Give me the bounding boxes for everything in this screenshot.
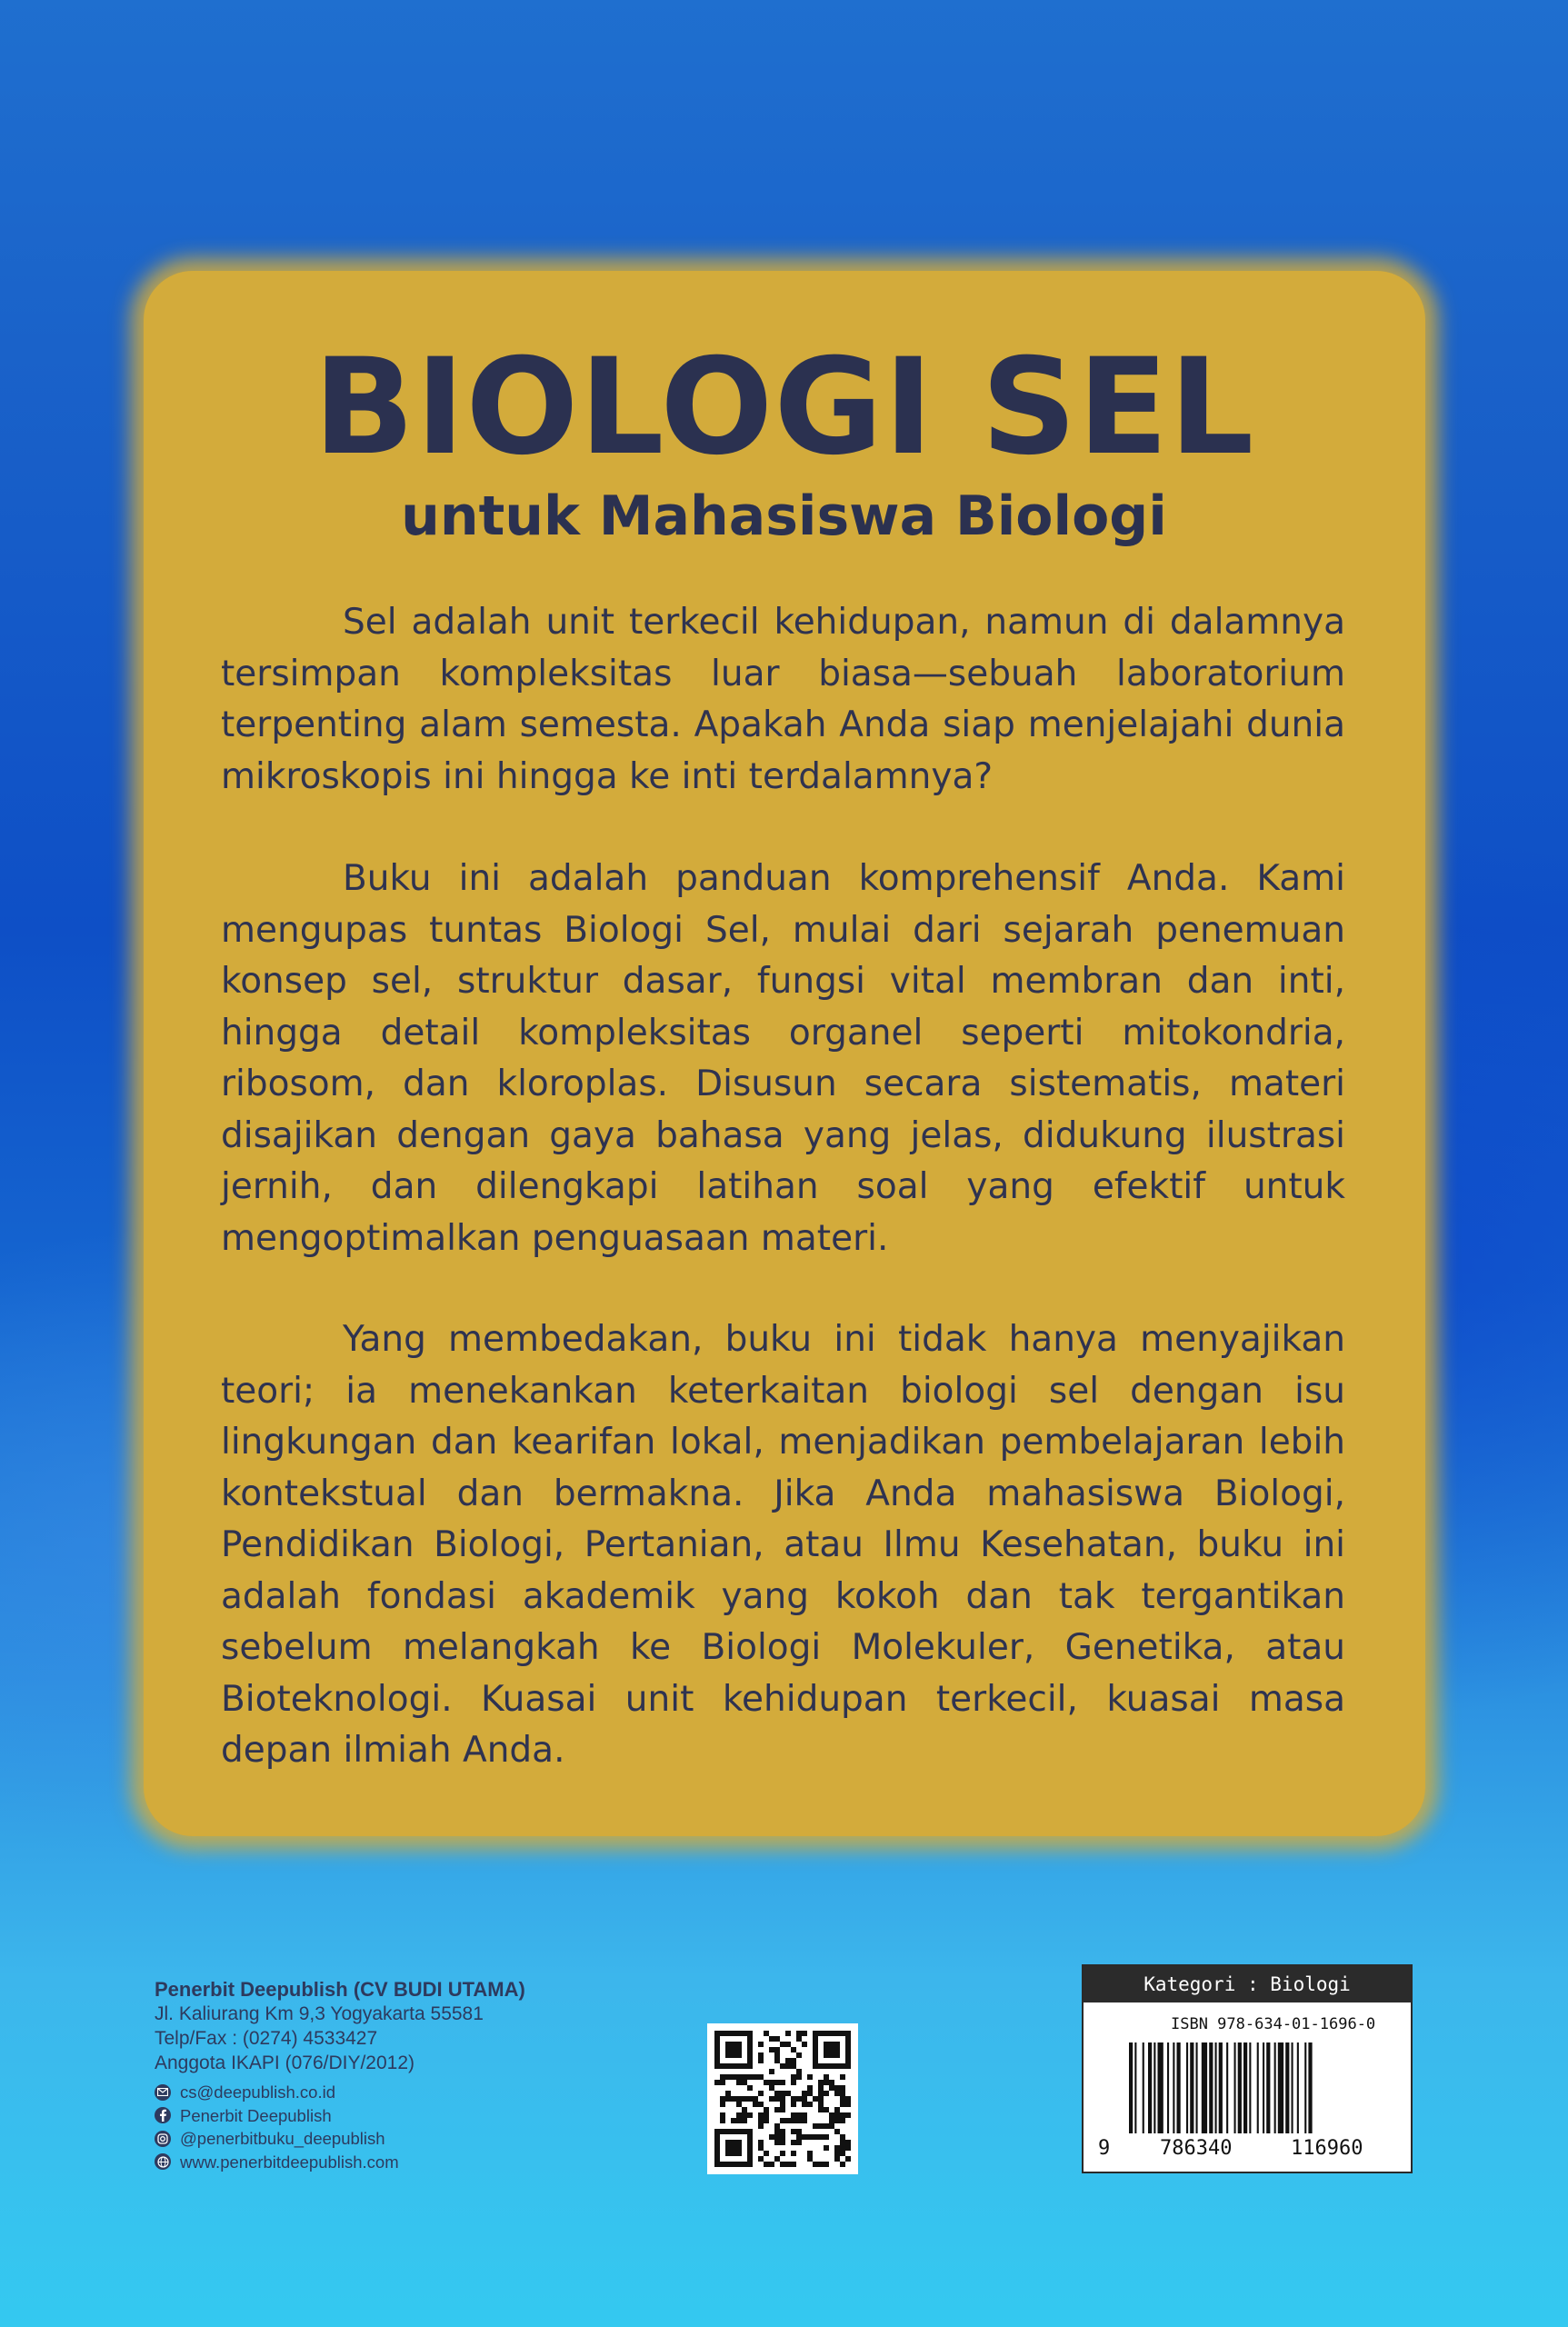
isbn-number: ISBN 978-634-01-1696-0 (1171, 2015, 1376, 2033)
facebook-icon (155, 2107, 171, 2123)
publisher-ikapi: Anggota IKAPI (076/DIY/2012) (155, 2052, 415, 2073)
blurb-paragraph-3: Yang membedakan, buku ini tidak hanya menyajikan teori; ia menekankan keterkaitan biologi sel dengan isu lingkungan dan kearifan lokal, menjadikan pembelajaran lebih kontekstual dan bermakna. Jika Anda mahasiswa Biologi, Pendidikan Biologi, Pertanian, atau Ilmu Kesehatan, buku ini adalah fondasi akademik yang kokoh dan tak tergantikan sebelum melangkah ke Biologi Molekuler, Genetika, atau Bioteknologi. Kuasai unit kehidupan terkecil, kuasai masa depan ilmiah Anda. (221, 1319, 1345, 1771)
publisher-name: Penerbit Deepublish (CV BUDI UTAMA) (155, 1978, 525, 2001)
blurb-paragraph-2: Buku ini adalah panduan komprehensif Anda. Kami mengupas tuntas Biologi Sel, mulai dari sejarah penemuan konsep sel, struktur dasar, fungsi vital membran dan inti, hingga detail kompleksitas organel seperti mitokondria, ribosom, dan kloroplas. Disusun secara sistematis, materi disajikan dengan gaya bahasa yang jelas, didukung ilustrasi jernih, dan dilengkapi latihan soal yang efektif untuk mengoptimalkan penguasaan materi. (221, 858, 1345, 1259)
qr-code[interactable] (707, 2023, 858, 2174)
book-title: BIOLOGI SEL (313, 330, 1255, 484)
contact-email-text[interactable]: cs@deepublish.co.id (180, 2082, 335, 2102)
publisher-info (155, 1977, 525, 2173)
contact-email (155, 2081, 525, 2104)
barcode-digit-lead: 9 (1098, 2137, 1111, 2160)
barcode-box (1082, 1964, 1413, 2173)
publisher-address: Jl. Kaliurang Km 9,3 Yogyakarta 55581 (155, 2003, 484, 2024)
qr-code-image (707, 2023, 858, 2174)
barcode-digit-group-1: 786340 (1160, 2137, 1233, 2160)
instagram-icon (155, 2131, 171, 2147)
contact-instagram-text[interactable]: @penerbitbuku_deepublish (180, 2129, 385, 2148)
barcode-digit-group-2: 116960 (1291, 2137, 1363, 2160)
globe-icon (155, 2153, 171, 2170)
contact-instagram (155, 2127, 525, 2151)
contact-website-text[interactable]: www.penerbitdeepublish.com (180, 2152, 399, 2172)
book-subtitle: untuk Mahasiswa Biologi (401, 484, 1167, 548)
category-label: Kategori : Biologi (1084, 1966, 1411, 2002)
barcode-image (1129, 2042, 1393, 2138)
contact-facebook (155, 2104, 525, 2128)
contact-facebook-text[interactable]: Penerbit Deepublish (180, 2105, 332, 2125)
contact-website (155, 2151, 525, 2174)
blurb-paragraph-1: Sel adalah unit terkecil kehidupan, namun di dalamnya tersimpan kompleksitas luar biasa—sebuah laboratorium terpenting alam semesta. Apakah Anda siap menjelajahi dunia mikroskopis ini hingga ke inti terdalamnya? (221, 602, 1345, 797)
email-icon (155, 2084, 171, 2101)
publisher-phone: Telp/Fax : (0274) 4533427 (155, 2028, 378, 2049)
publisher-contacts (155, 2081, 525, 2173)
